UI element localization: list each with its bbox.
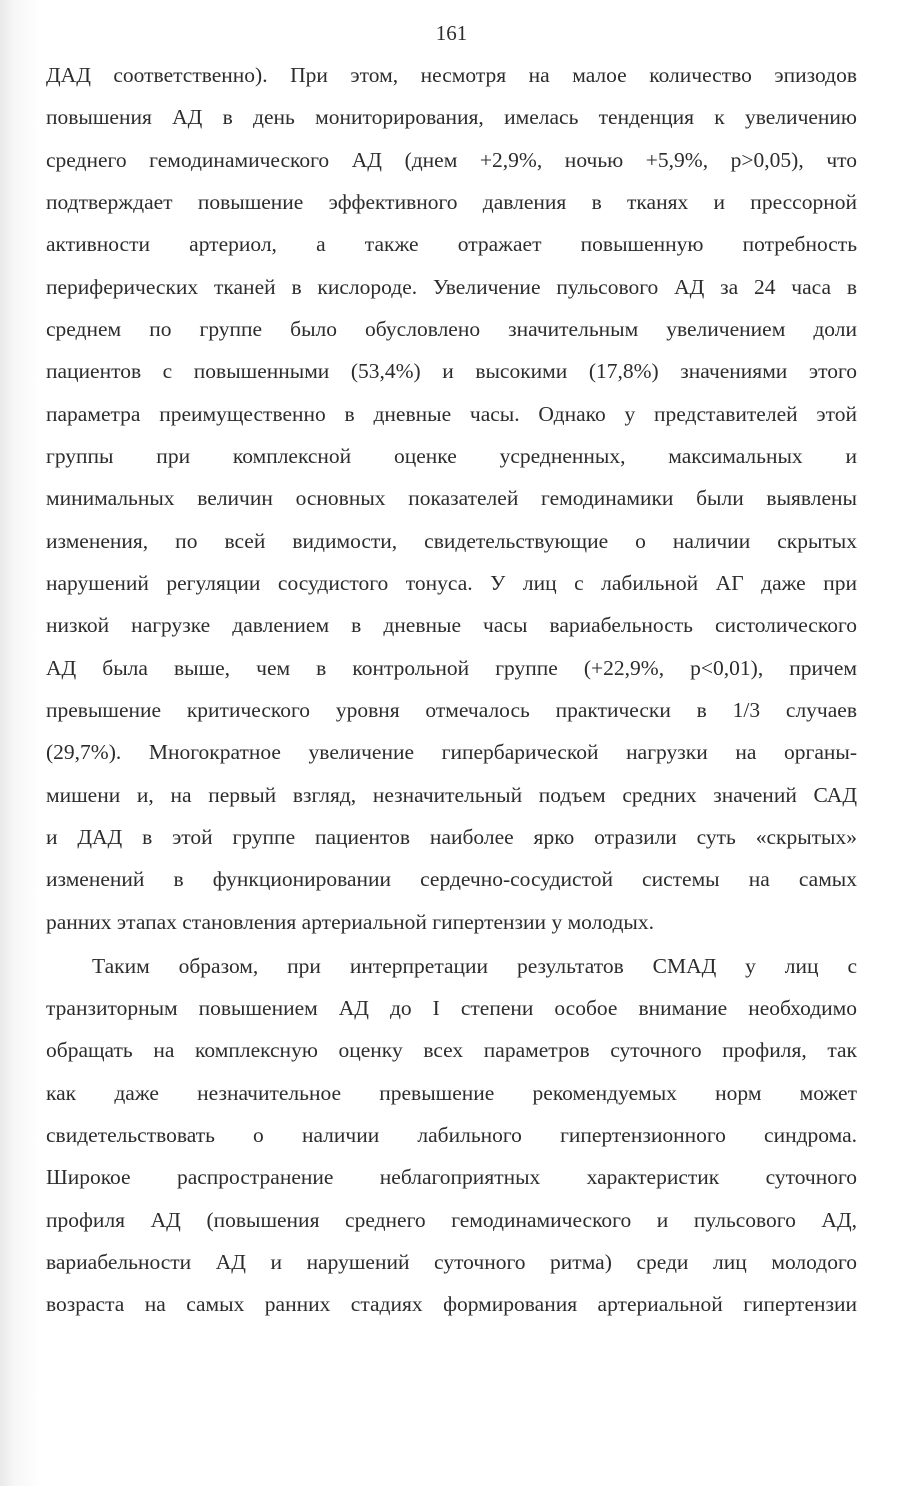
text-line: минимальных величин основных показателей гемодинамики были выявлены bbox=[46, 486, 857, 510]
text-line: Широкое распространение неблагоприятных характеристик суточного bbox=[46, 1165, 857, 1189]
text-line: свидетельствовать о наличии лабильного гипертензионного синдрома. bbox=[46, 1123, 857, 1147]
text-line: АД была выше, чем в контрольной группе (+22,9%, p<0,01), причем bbox=[46, 656, 857, 680]
text-line: транзиторным повышением АД до I степени особое внимание необходимо bbox=[46, 996, 857, 1020]
text-line: мишени и, на первый взгляд, незначительный подъем средних значений САД bbox=[46, 783, 857, 807]
scan-shadow-edge bbox=[0, 0, 40, 1486]
text-line: периферических тканей в кислороде. Увеличение пульсового АД за 24 часа в bbox=[46, 275, 857, 299]
text-line: изменения, по всей видимости, свидетельствующие о наличии скрытых bbox=[46, 529, 857, 553]
text-line: профиля АД (повышения среднего гемодинамического и пульсового АД, bbox=[46, 1208, 857, 1232]
text-line: пациентов с повышенными (53,4%) и высокими (17,8%) значениями этого bbox=[46, 359, 857, 383]
text-line-last: ранних этапах становления артериальной гипертензии у молодых. bbox=[46, 910, 655, 934]
text-line: превышение критического уровня отмечалось практически в 1/3 случаев bbox=[46, 698, 857, 722]
page-number: 161 bbox=[435, 21, 468, 45]
text-line: вариабельности АД и нарушений суточного ритма) среди лиц молодого bbox=[46, 1250, 857, 1274]
text-line: низкой нагрузке давлением в дневные часы вариабельность систолического bbox=[46, 613, 857, 637]
text-line: подтверждает повышение эффективного давления в тканях и прессорной bbox=[46, 190, 857, 214]
text-line: возраста на самых ранних стадиях формирования артериальной гипертензии bbox=[46, 1292, 857, 1316]
text-line: среднем по группе было обусловлено значительным увеличением доли bbox=[46, 317, 857, 341]
text-line: повышения АД в день мониторирования, имелась тенденция к увеличению bbox=[46, 105, 857, 129]
text-line: группы при комплексной оценке усредненных, максимальных и bbox=[46, 444, 857, 468]
text-line: (29,7%). Многократное увеличение гипербарической нагрузки на органы- bbox=[46, 740, 857, 764]
text-line: параметра преимущественно в дневные часы. Однако у представителей этой bbox=[46, 402, 857, 426]
text-line: как даже незначительное превышение рекомендуемых норм может bbox=[46, 1081, 857, 1105]
text-line: среднего гемодинамического АД (днем +2,9%, ночью +5,9%, p>0,05), что bbox=[46, 148, 857, 172]
text-line: нарушений регуляции сосудистого тонуса. У лиц с лабильной АГ даже при bbox=[46, 571, 857, 595]
text-line: и ДАД в этой группе пациентов наиболее ярко отразили суть «скрытых» bbox=[46, 825, 857, 849]
text-line: изменений в функционировании сердечно-сосудистой системы на самых bbox=[46, 867, 857, 891]
text-line: активности артериол, а также отражает повышенную потребность bbox=[46, 232, 857, 256]
text-line: обращать на комплексную оценку всех параметров суточного профиля, так bbox=[46, 1038, 857, 1062]
text-line: ДАД соответственно). При этом, несмотря на малое количество эпизодов bbox=[46, 63, 857, 87]
text-line-indented: Таким образом, при интерпретации результатов СМАД у лиц с bbox=[92, 954, 857, 978]
